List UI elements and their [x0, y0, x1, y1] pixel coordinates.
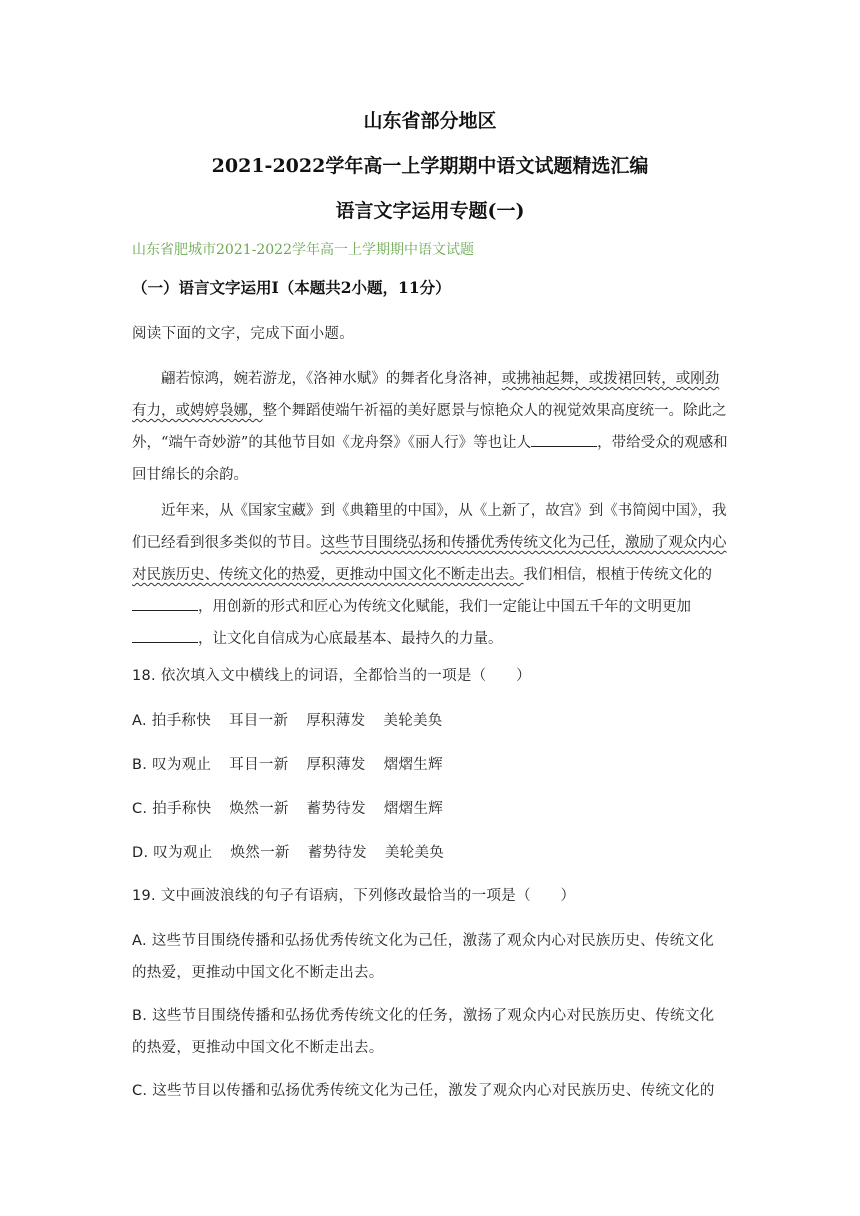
- instruction-text: 阅读下面的文字，完成下面小题。: [132, 326, 354, 342]
- question-18-option-b: B. 叹为观止 耳目一新 厚积薄发 熠熠生辉: [132, 757, 443, 773]
- passage1-text-a: 翩若惊鸿，婉若游龙，《洛神水赋》的舞者化身洛神，: [161, 371, 502, 387]
- doc-title-region: 山东省部分地区: [363, 110, 497, 132]
- fill-blank-1: [531, 432, 597, 447]
- question-18-option-a: A. 拍手称快 耳目一新 厚积薄发 美轮美奂: [132, 713, 443, 729]
- question-19-option-b-line1: B. 这些节目围绕传播和弘扬优秀传统文化的任务，激扬了观众内心对民族历史、传统文化: [132, 1008, 715, 1024]
- fill-blank-2: [132, 596, 198, 611]
- question-19-option-c-line1: C. 这些节目以传播和弘扬优秀传统文化为己任，激发了观众内心对民族历史、传统文化的: [132, 1083, 715, 1099]
- doc-title-main: 2021-2022学年高一上学期期中语文试题精选汇编: [211, 155, 649, 177]
- section-heading: （一）语言文字运用Ⅰ（本题共2小题，11分）: [132, 278, 451, 297]
- question-19-option-b-line2: 的热爱，更推动中国文化不断走出去。: [132, 1040, 384, 1056]
- passage2-text-d: ，让文化自信成为心底最基本、最持久的力量。: [198, 631, 503, 647]
- passage2-text-a: 近年来，从《国家宝藏》到《典籍里的中国》，从《上新了，故宫》到《书简阅中国》，我们已经看到很多类似的节目。: [132, 503, 727, 551]
- passage1-wavy-sentence: 或拂袖起舞，或拨裙回转，或刚劲有力，或娉婷袅娜，: [132, 371, 720, 419]
- question-18-stem: 18. 依次填入文中横线上的词语，全都恰当的一项是（ ）: [132, 668, 531, 684]
- question-19-option-a-line1: A. 这些节目围绕传播和弘扬优秀传统文化为己任，激荡了观众内心对民族历史、传统文化: [132, 933, 715, 949]
- passage-paragraph-2: [132, 495, 732, 655]
- source-label: 山东省肥城市2021-2022学年高一上学期期中语文试题: [132, 242, 474, 258]
- passage-paragraph-1: [132, 363, 732, 491]
- passage1-text-b: 整个舞蹈使端午祈福的美好愿景与惊艳众人的视觉效果高度统一。除此之外，“端午奇妙游”的其他节目如《龙舟祭》《丽人行》等也让人: [132, 403, 727, 451]
- passage1-text-c: ，带给受众的观感和回甘绵长的余韵。: [132, 435, 728, 483]
- fill-blank-3: [132, 628, 198, 643]
- question-19-stem: 19. 文中画波浪线的句子有语病，下列修改最恰当的一项是（ ）: [132, 888, 576, 904]
- passage2-wavy-sentence: 这些节目围绕弘扬和传播优秀传统文化为己任，激励了观众内心对民族历史、传统文化的热爱，更推动中国文化不断走出去。: [132, 535, 727, 583]
- question-18-option-c: C. 拍手称快 焕然一新 蓄势待发 熠熠生辉: [132, 801, 444, 817]
- question-19-option-a-line2: 的热爱，更推动中国文化不断走出去。: [132, 965, 384, 981]
- question-18-option-d: D. 叹为观止 焕然一新 蓄势待发 美轮美奂: [132, 845, 445, 861]
- passage2-text-b: 我们相信，根植于传统文化的: [523, 567, 712, 583]
- passage2-text-c: ，用创新的形式和匠心为传统文化赋能，我们一定能让中国五千年的文明更加: [198, 599, 691, 615]
- doc-title-topic: 语言文字运用专题(一): [335, 200, 525, 222]
